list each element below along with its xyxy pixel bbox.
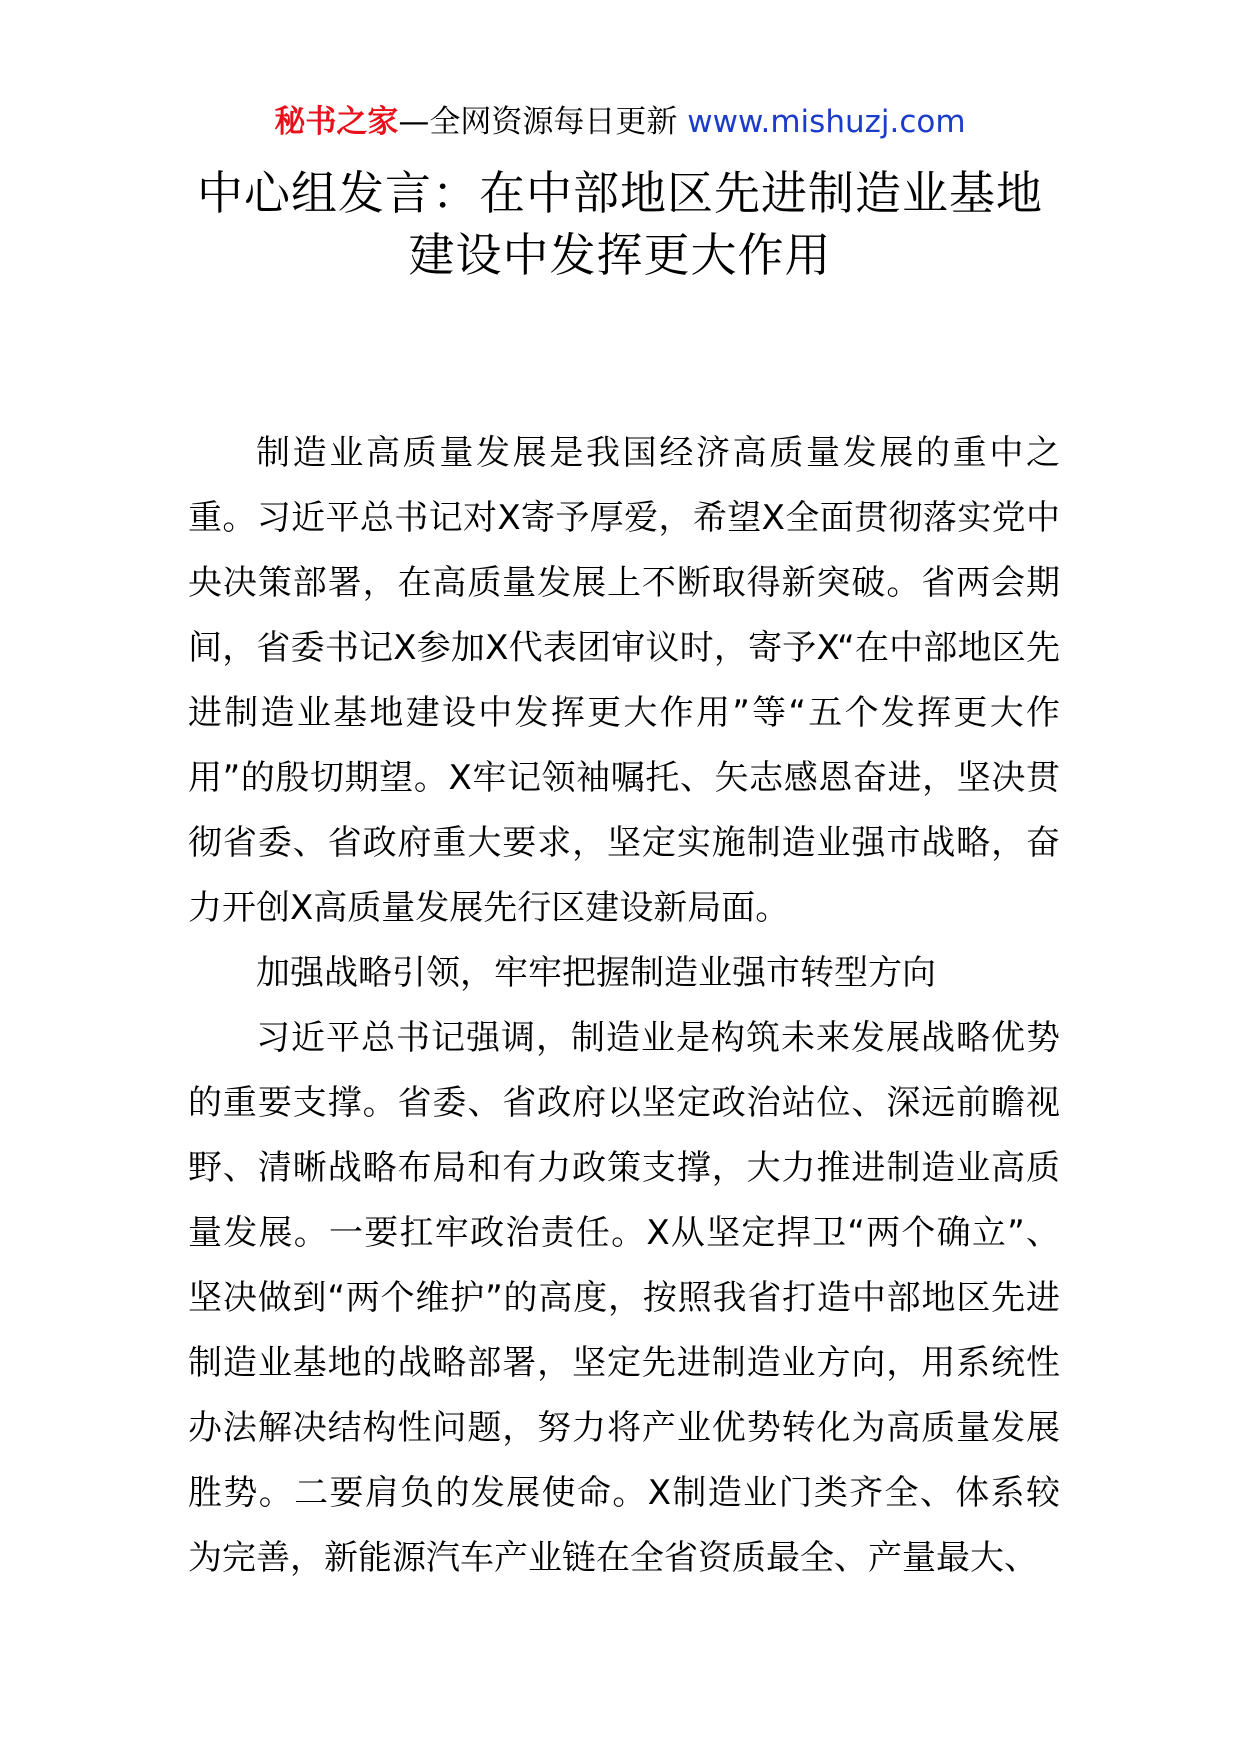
body-paragraph: 习近平总书记强调，制造业是构筑未来发展战略优势的重要支撑。省委、省政府以坚定政治站位、深远前瞻视野、清晰战略布局和有力政策支撑，大力推进制造业高质量发展。一要扛牢政治责任。X从坚定捍卫“两个确立”、坚决做到“两个维护”的高度，按照我省打造中部地区先进制造业基地的战略部署，坚定先进制造业方向，用系统性办法解决结构性问题，努力将产业优势转化为高质量发展胜势。二要肩负的发展使命。X制造业门类齐全、体系较为完善，新能源汽车产业链在全省资质最全、产量最大、 [188, 1018, 1060, 1578]
banner-tagline: —全网资源每日更新 [398, 104, 688, 140]
brand-name: 秘书之家 [274, 104, 399, 140]
site-url-link[interactable]: www.mishuzj.com [687, 104, 966, 140]
body-paragraph: 制造业高质量发展是我国经济高质量发展的重中之重。习近平总书记对X寄予厚爱，希望X全面贯彻落实党中央决策部署，在高质量发展上不断取得新突破。省两会期间，省委书记X参加X代表团审议时，寄予X“在中部地区先进制造业基地建设中发挥更大作用”等“五个发挥更大作用”的殷切期望。X牢记领袖嘱托、矢志感恩奋进，坚决贯彻省委、省政府重大要求，坚定实施制造业强市战略，奋力开创X高质量发展先行区建设新局面。 [188, 433, 1060, 928]
section-heading: 加强战略引领，牢牢把握制造业强市转型方向 [256, 953, 936, 993]
site-banner [0, 100, 1240, 144]
document-title: 中心组发言：在中部地区先进制造业基地建设中发挥更大作用 [197, 166, 1043, 282]
document-body [188, 421, 1060, 1591]
